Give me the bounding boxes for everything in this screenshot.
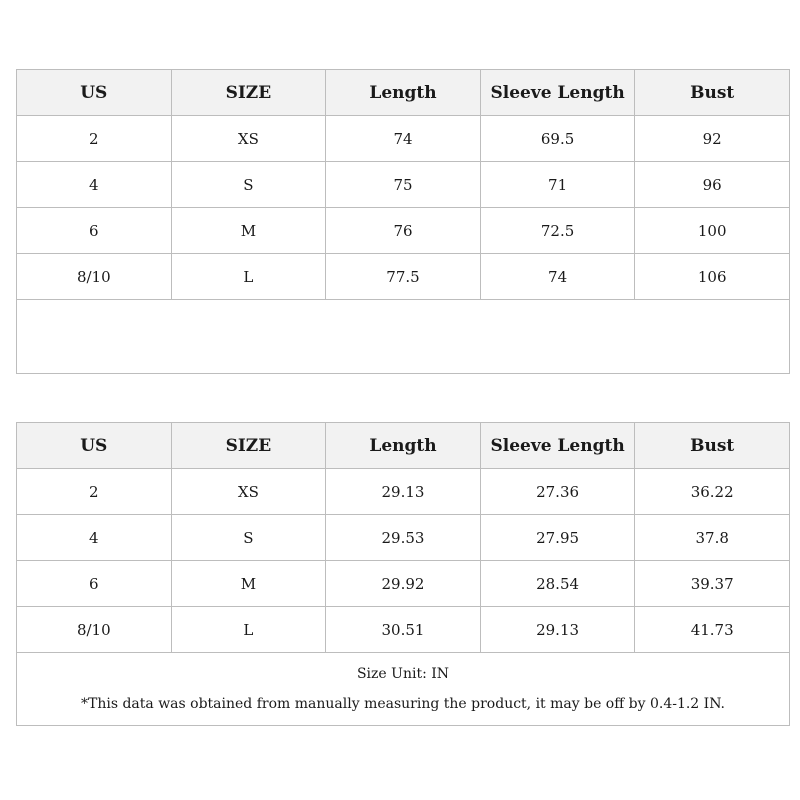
empty-note-row	[17, 300, 790, 374]
header-bust: Bust	[635, 70, 790, 116]
cell-length: 77.5	[326, 254, 481, 300]
cell-us: 2	[17, 116, 172, 162]
cell-bust: 96	[635, 162, 790, 208]
note-row	[17, 653, 790, 726]
cell-bust: 39.37	[635, 561, 790, 607]
cell-size: S	[171, 162, 326, 208]
cell-us: 8/10	[17, 607, 172, 653]
table-row	[17, 561, 790, 607]
table-header-row	[17, 423, 790, 469]
header-us: US	[17, 70, 172, 116]
table-row	[17, 254, 790, 300]
cell-size: XS	[171, 116, 326, 162]
cell-sleeve-length: 28.54	[480, 561, 635, 607]
cell-sleeve-length: 72.5	[480, 208, 635, 254]
cell-bust: 36.22	[635, 469, 790, 515]
cell-sleeve-length: 74	[480, 254, 635, 300]
cell-us: 2	[17, 469, 172, 515]
cell-us: 4	[17, 515, 172, 561]
table-header-row	[17, 70, 790, 116]
table-row	[17, 208, 790, 254]
cell-length: 75	[326, 162, 481, 208]
cell-size: L	[171, 607, 326, 653]
cell-size: M	[171, 208, 326, 254]
header-bust: Bust	[635, 423, 790, 469]
table-row	[17, 607, 790, 653]
header-size: SIZE	[171, 70, 326, 116]
cell-length: 29.92	[326, 561, 481, 607]
table-row	[17, 116, 790, 162]
cell-bust: 92	[635, 116, 790, 162]
cell-bust: 100	[635, 208, 790, 254]
table-row	[17, 469, 790, 515]
table-row	[17, 515, 790, 561]
size-chart-cm-table	[16, 69, 790, 374]
cell-length: 30.51	[326, 607, 481, 653]
cell-bust: 41.73	[635, 607, 790, 653]
cell-size: L	[171, 254, 326, 300]
header-length: Length	[326, 423, 481, 469]
header-us: US	[17, 423, 172, 469]
cell-us: 6	[17, 208, 172, 254]
size-chart-in-table	[16, 422, 790, 726]
cell-bust: 37.8	[635, 515, 790, 561]
cell-size: M	[171, 561, 326, 607]
cell-length: 29.13	[326, 469, 481, 515]
header-sleeve-length: Sleeve Length	[480, 70, 635, 116]
cell-sleeve-length: 71	[480, 162, 635, 208]
cell-length: 76	[326, 208, 481, 254]
cell-sleeve-length: 27.36	[480, 469, 635, 515]
measurement-disclaimer: *This data was obtained from manually measuring the product, it may be off by 0.4-1.2 IN.	[81, 696, 725, 712]
table-row	[17, 162, 790, 208]
header-sleeve-length: Sleeve Length	[480, 423, 635, 469]
cell-sleeve-length: 69.5	[480, 116, 635, 162]
cell-us: 8/10	[17, 254, 172, 300]
cell-us: 6	[17, 561, 172, 607]
cell-sleeve-length: 29.13	[480, 607, 635, 653]
cell-size: S	[171, 515, 326, 561]
cell-length: 74	[326, 116, 481, 162]
cell-sleeve-length: 27.95	[480, 515, 635, 561]
size-unit-label: Size Unit: IN	[356, 666, 450, 682]
note-cell	[17, 653, 790, 726]
header-length: Length	[326, 70, 481, 116]
cell-size: XS	[171, 469, 326, 515]
empty-note-cell	[17, 300, 790, 374]
cell-length: 29.53	[326, 515, 481, 561]
cell-us: 4	[17, 162, 172, 208]
header-size: SIZE	[171, 423, 326, 469]
cell-bust: 106	[635, 254, 790, 300]
